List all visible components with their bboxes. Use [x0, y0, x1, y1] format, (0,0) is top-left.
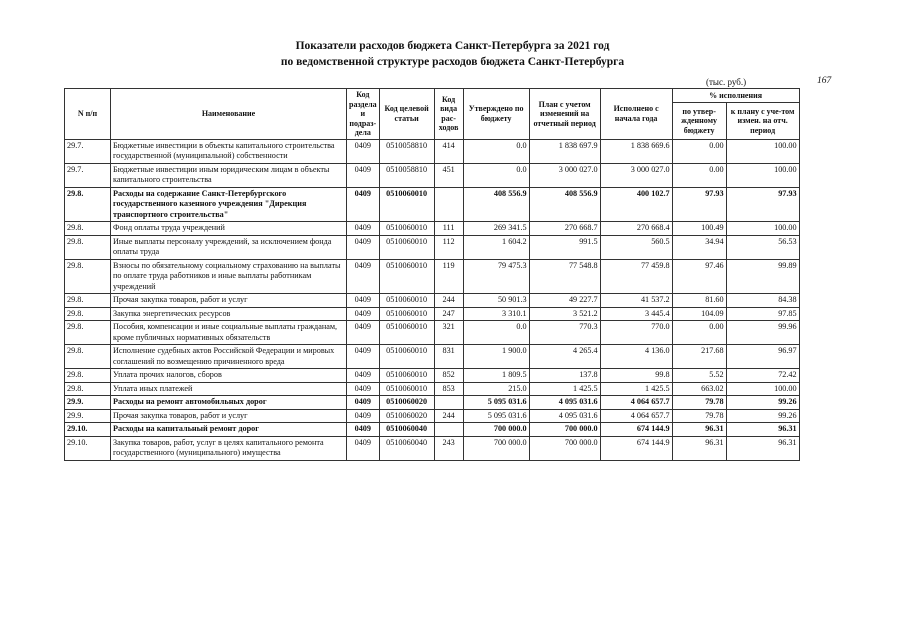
row-pct-approved: 96.31: [672, 423, 726, 437]
table-body: [65, 139, 800, 460]
row-pct-approved: 663.02: [672, 382, 726, 396]
row-plan: 137.8: [529, 369, 600, 383]
row-num: 29.8.: [65, 235, 111, 259]
row-name: Уплата прочих налогов, сборов: [111, 369, 347, 383]
row-approved: 1 809.5: [463, 369, 529, 383]
row-type-code: 119: [434, 259, 463, 294]
row-pct-approved: 81.60: [672, 294, 726, 308]
row-pct-plan: 72.42: [726, 369, 799, 383]
row-target-code: 0510060010: [379, 222, 434, 236]
row-name: Прочая закупка товаров, работ и услуг: [111, 294, 347, 308]
row-num: 29.7.: [65, 139, 111, 163]
row-executed: 4 136.0: [600, 345, 672, 369]
row-pct-plan: 99.89: [726, 259, 799, 294]
table-row: [65, 345, 800, 369]
row-plan: 49 227.7: [529, 294, 600, 308]
row-num: 29.9.: [65, 396, 111, 410]
row-pct-plan: 96.97: [726, 345, 799, 369]
row-name: Расходы на капитальный ремонт дорог: [111, 423, 347, 437]
row-plan: 270 668.7: [529, 222, 600, 236]
row-pct-approved: 0.00: [672, 321, 726, 345]
row-pct-plan: 96.31: [726, 423, 799, 437]
row-name: Закупка товаров, работ, услуг в целях капитального ремонта государственного (муниципального) имущества: [111, 436, 347, 460]
row-target-code: 0510060040: [379, 436, 434, 460]
row-type-code: [434, 396, 463, 410]
row-pct-plan: 96.31: [726, 436, 799, 460]
row-approved: 79 475.3: [463, 259, 529, 294]
row-target-code: 0510060010: [379, 294, 434, 308]
table-row: [65, 163, 800, 187]
row-type-code: [434, 423, 463, 437]
row-executed: 3 445.4: [600, 307, 672, 321]
row-executed: 674 144.9: [600, 436, 672, 460]
row-pct-approved: 104.09: [672, 307, 726, 321]
row-pct-plan: 99.26: [726, 409, 799, 423]
row-pct-plan: 100.00: [726, 163, 799, 187]
row-plan: 700 000.0: [529, 436, 600, 460]
row-pct-plan: 97.85: [726, 307, 799, 321]
row-target-code: 0510060020: [379, 396, 434, 410]
row-target-code: 0510058810: [379, 139, 434, 163]
header-section: Код раздела и подраз-дела: [347, 89, 380, 140]
row-num: 29.9.: [65, 409, 111, 423]
row-section-code: 0409: [347, 409, 380, 423]
header-type: Код вида рас-ходов: [434, 89, 463, 140]
row-plan: 4 095 031.6: [529, 409, 600, 423]
row-executed: 400 102.7: [600, 187, 672, 222]
row-section-code: 0409: [347, 396, 380, 410]
table-row: [65, 396, 800, 410]
table-row: [65, 369, 800, 383]
row-section-code: 0409: [347, 307, 380, 321]
table-row: [65, 259, 800, 294]
row-approved: 50 901.3: [463, 294, 529, 308]
document-title: [0, 38, 905, 70]
row-num: 29.8.: [65, 382, 111, 396]
expenditure-table: [64, 88, 800, 461]
row-name: Уплата иных платежей: [111, 382, 347, 396]
row-name: Расходы на содержание Санкт-Петербургского государственного казенного учреждения "Дирекция транспортного строительства": [111, 187, 347, 222]
row-type-code: 244: [434, 409, 463, 423]
row-target-code: 0510060010: [379, 345, 434, 369]
row-pct-plan: 97.93: [726, 187, 799, 222]
row-num: 29.8.: [65, 369, 111, 383]
row-num: 29.8.: [65, 321, 111, 345]
header-percent-group: % исполнения: [672, 89, 799, 103]
row-pct-approved: 0.00: [672, 139, 726, 163]
row-section-code: 0409: [347, 382, 380, 396]
table-row: [65, 423, 800, 437]
row-plan: 700 000.0: [529, 423, 600, 437]
row-target-code: 0510060010: [379, 187, 434, 222]
row-executed: 41 537.2: [600, 294, 672, 308]
row-executed: 3 000 027.0: [600, 163, 672, 187]
row-type-code: 451: [434, 163, 463, 187]
row-pct-plan: 100.00: [726, 139, 799, 163]
header-row-1: [65, 89, 800, 103]
row-name: Фонд оплаты труда учреждений: [111, 222, 347, 236]
row-target-code: 0510060010: [379, 307, 434, 321]
row-plan: 3 000 027.0: [529, 163, 600, 187]
row-section-code: 0409: [347, 163, 380, 187]
row-num: 29.10.: [65, 436, 111, 460]
row-approved: 5 095 031.6: [463, 409, 529, 423]
header-pct-approved: по утвер-жденному бюджету: [672, 103, 726, 139]
row-section-code: 0409: [347, 321, 380, 345]
row-num: 29.8.: [65, 187, 111, 222]
row-target-code: 0510060010: [379, 235, 434, 259]
row-executed: 270 668.4: [600, 222, 672, 236]
row-pct-approved: 217.68: [672, 345, 726, 369]
row-section-code: 0409: [347, 259, 380, 294]
row-type-code: 321: [434, 321, 463, 345]
row-section-code: 0409: [347, 187, 380, 222]
row-pct-plan: 56.53: [726, 235, 799, 259]
row-plan: 1 838 697.9: [529, 139, 600, 163]
row-section-code: 0409: [347, 139, 380, 163]
row-plan: 4 265.4: [529, 345, 600, 369]
row-pct-approved: 100.49: [672, 222, 726, 236]
row-type-code: [434, 187, 463, 222]
table-row: [65, 235, 800, 259]
row-num: 29.7.: [65, 163, 111, 187]
row-pct-approved: 79.78: [672, 396, 726, 410]
row-section-code: 0409: [347, 423, 380, 437]
table-row: [65, 409, 800, 423]
row-executed: 4 064 657.7: [600, 396, 672, 410]
row-pct-approved: 0.00: [672, 163, 726, 187]
row-type-code: 244: [434, 294, 463, 308]
row-executed: 560.5: [600, 235, 672, 259]
row-plan: 408 556.9: [529, 187, 600, 222]
row-pct-plan: 100.00: [726, 222, 799, 236]
table-row: [65, 382, 800, 396]
row-pct-plan: 84.38: [726, 294, 799, 308]
row-target-code: 0510060010: [379, 321, 434, 345]
row-target-code: 0510058810: [379, 163, 434, 187]
row-plan: 4 095 031.6: [529, 396, 600, 410]
row-name: Бюджетные инвестиции в объекты капитального строительства государственной (муниципальной) собственности: [111, 139, 347, 163]
row-pct-approved: 34.94: [672, 235, 726, 259]
row-num: 29.8.: [65, 345, 111, 369]
row-approved: 5 095 031.6: [463, 396, 529, 410]
header-target: Код целевой статьи: [379, 89, 434, 140]
row-num: 29.8.: [65, 294, 111, 308]
row-num: 29.8.: [65, 259, 111, 294]
header-plan: План с учетом изменений на отчетный период: [529, 89, 600, 140]
row-plan: 991.5: [529, 235, 600, 259]
row-target-code: 0510060010: [379, 259, 434, 294]
table-row: [65, 187, 800, 222]
row-name: Бюджетные инвестиции иным юридическим лицам в объекты капитального строительства: [111, 163, 347, 187]
row-approved: 0.0: [463, 321, 529, 345]
table-row: [65, 307, 800, 321]
row-section-code: 0409: [347, 436, 380, 460]
row-num: 29.10.: [65, 423, 111, 437]
row-target-code: 0510060010: [379, 382, 434, 396]
row-pct-plan: 100.00: [726, 382, 799, 396]
row-name: Иные выплаты персоналу учреждений, за исключением фонда оплаты труда: [111, 235, 347, 259]
row-pct-approved: 79.78: [672, 409, 726, 423]
row-target-code: 0510060010: [379, 369, 434, 383]
row-approved: 1 604.2: [463, 235, 529, 259]
page-number: 167: [817, 76, 832, 86]
row-executed: 770.0: [600, 321, 672, 345]
row-name: Расходы на ремонт автомобильных дорог: [111, 396, 347, 410]
table-row: [65, 436, 800, 460]
table-row: [65, 139, 800, 163]
row-type-code: 852: [434, 369, 463, 383]
row-section-code: 0409: [347, 345, 380, 369]
row-num: 29.8.: [65, 222, 111, 236]
row-approved: 215.0: [463, 382, 529, 396]
table-row: [65, 294, 800, 308]
row-approved: 408 556.9: [463, 187, 529, 222]
row-approved: 700 000.0: [463, 436, 529, 460]
row-type-code: 111: [434, 222, 463, 236]
row-section-code: 0409: [347, 294, 380, 308]
title-line-1: Показатели расходов бюджета Санкт-Петербурга за 2021 год: [295, 40, 610, 52]
header-approved: Утверждено по бюджету: [463, 89, 529, 140]
row-approved: 0.0: [463, 163, 529, 187]
row-name: Пособия, компенсации и иные социальные выплаты гражданам, кроме публичных нормативных обязательств: [111, 321, 347, 345]
row-pct-approved: 97.93: [672, 187, 726, 222]
row-target-code: 0510060040: [379, 423, 434, 437]
row-approved: 700 000.0: [463, 423, 529, 437]
row-target-code: 0510060020: [379, 409, 434, 423]
row-type-code: 247: [434, 307, 463, 321]
row-pct-plan: 99.26: [726, 396, 799, 410]
row-name: Взносы по обязательному социальному страхованию на выплаты по оплате труда работников и иные выплаты работникам учреждений: [111, 259, 347, 294]
row-pct-approved: 96.31: [672, 436, 726, 460]
table-row: [65, 321, 800, 345]
row-num: 29.8.: [65, 307, 111, 321]
row-section-code: 0409: [347, 369, 380, 383]
row-type-code: 243: [434, 436, 463, 460]
row-type-code: 112: [434, 235, 463, 259]
row-executed: 1 838 669.6: [600, 139, 672, 163]
title-line-2: по ведомственной структуре расходов бюджета Санкт-Петербурга: [280, 56, 625, 68]
row-pct-approved: 5.52: [672, 369, 726, 383]
row-executed: 674 144.9: [600, 423, 672, 437]
row-executed: 99.8: [600, 369, 672, 383]
row-type-code: 853: [434, 382, 463, 396]
header-executed: Исполнено с начала года: [600, 89, 672, 140]
row-name: Исполнение судебных актов Российской Федерации и мировых соглашений по возмещению причиненного вреда: [111, 345, 347, 369]
row-plan: 77 548.8: [529, 259, 600, 294]
units-label: (тыс. руб.): [706, 77, 747, 87]
row-pct-plan: 99.96: [726, 321, 799, 345]
row-name: Прочая закупка товаров, работ и услуг: [111, 409, 347, 423]
row-pct-approved: 97.46: [672, 259, 726, 294]
row-approved: 3 310.1: [463, 307, 529, 321]
row-approved: 1 900.0: [463, 345, 529, 369]
header-num: N п/п: [65, 89, 111, 140]
row-name: Закупка энергетических ресурсов: [111, 307, 347, 321]
row-type-code: 414: [434, 139, 463, 163]
row-approved: 269 341.5: [463, 222, 529, 236]
row-plan: 770.3: [529, 321, 600, 345]
header-name: Наименование: [111, 89, 347, 140]
row-approved: 0.0: [463, 139, 529, 163]
row-executed: 1 425.5: [600, 382, 672, 396]
table-row: [65, 222, 800, 236]
row-section-code: 0409: [347, 222, 380, 236]
row-executed: 77 459.8: [600, 259, 672, 294]
row-section-code: 0409: [347, 235, 380, 259]
header-pct-plan: к плану с уче-том измен. на отч. период: [726, 103, 799, 139]
row-plan: 3 521.2: [529, 307, 600, 321]
row-type-code: 831: [434, 345, 463, 369]
row-executed: 4 064 657.7: [600, 409, 672, 423]
row-plan: 1 425.5: [529, 382, 600, 396]
